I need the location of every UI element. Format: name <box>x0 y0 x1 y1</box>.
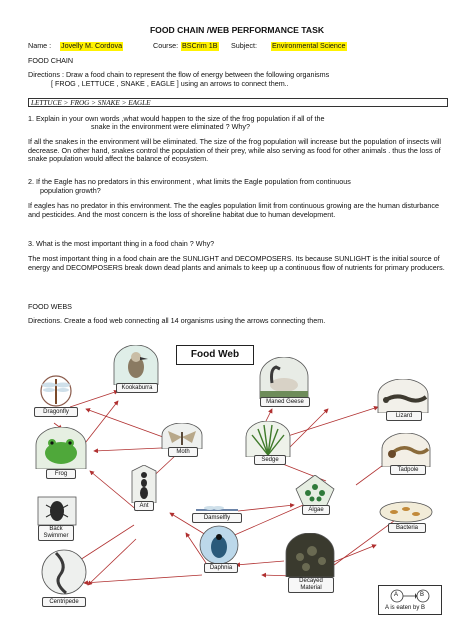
frog-icon <box>34 427 88 469</box>
decayed-material-label: Decayed Material <box>288 577 334 593</box>
answer-2: If eagles has no predator in this environment. The the eagles population limit from continuous growing are the human disturbance and pesticides. And the most concern is the loss of shoreline habitat due to human development. <box>28 201 439 219</box>
algae-node <box>294 475 336 515</box>
bacteria-icon <box>378 501 434 523</box>
ant-icon <box>126 465 162 503</box>
food-web-heading: FOOD WEBS <box>28 302 72 311</box>
maned-geese-node <box>258 357 310 407</box>
question-1-line2: snake in the environment were eliminated ? Why? <box>91 122 251 131</box>
sedge-label: Sedge <box>254 455 286 465</box>
food-chain-directions-line2: [ FROG , LETTUCE , SNAKE , EAGLE ] using an arrows to connect them.. <box>51 79 289 88</box>
tadpole-icon <box>380 433 432 467</box>
ant-label: Ant <box>134 501 154 511</box>
name-value: Jovelly M. Cordova <box>61 41 123 50</box>
legend-arrow-icon <box>379 588 441 604</box>
moth-icon <box>160 423 204 449</box>
food-web-diagram <box>26 335 446 617</box>
food-web-directions: Directions. Create a food web connecting all 14 organisms using the arrows connecting them. <box>28 316 326 325</box>
daphnia-icon <box>194 525 244 565</box>
frog-label: Frog <box>46 469 76 479</box>
kookaburra-icon <box>112 345 160 385</box>
decayed-material-icon <box>282 533 338 577</box>
damselfly-icon <box>192 505 244 515</box>
back-swimmer-label: Back Swimmer <box>38 525 74 541</box>
legend-text: A is eaten by B <box>385 605 426 611</box>
food-chain-directions-line1: Directions : Draw a food chain to represent the flow of energy between the following organisms <box>28 70 330 79</box>
sedge-node <box>244 421 292 465</box>
question-3: 3. What is the most important thing in a food chain ? Why? <box>28 239 215 248</box>
course-value: BSCrim 1B <box>182 41 218 50</box>
course-label: Course: <box>153 41 179 50</box>
food-web-legend <box>378 585 442 615</box>
legend-b: B <box>420 592 425 598</box>
decayed-material-node <box>282 533 338 599</box>
back-swimmer-node <box>34 495 80 545</box>
daphnia-node <box>194 525 244 577</box>
bacteria-node <box>378 501 434 537</box>
food-chain-answer-box: LETTUCE > FROG > SNAKE > EAGLE <box>28 98 448 107</box>
sedge-icon <box>244 421 292 457</box>
bacteria-label: Bacteria <box>388 523 426 533</box>
legend-a: A <box>394 592 399 598</box>
maned-geese-icon <box>258 357 310 399</box>
maned-geese-label: Maned Geese <box>260 397 310 407</box>
answer-3: The most important thing in a food chain are the SUNLIGHT and DECOMPOSERS. Its because SUNLIGHT is the initial source of energy and DECOMPOSERS break down dead plants and animals to keep up a continuous flow of nutrients for primary producers. <box>28 254 445 272</box>
dragonfly-label: Dragonfly <box>34 407 78 417</box>
daphnia-label: Daphnia <box>204 563 238 573</box>
centripede-node <box>36 549 92 609</box>
lizard-icon <box>376 379 430 413</box>
subject-label: Subject: <box>231 41 257 50</box>
tadpole-node <box>380 433 432 477</box>
food-chain-heading: FOOD CHAIN <box>28 56 74 65</box>
kookaburra-node <box>112 345 160 393</box>
dragonfly-node <box>34 373 78 419</box>
food-web-title: Food Web <box>176 345 254 365</box>
lizard-node <box>376 379 430 421</box>
lizard-label: Lizard <box>386 411 422 421</box>
page-title: FOOD CHAIN /WEB PERFORMANCE TASK <box>149 25 325 35</box>
frog-node <box>34 427 88 479</box>
algae-icon <box>294 475 336 507</box>
centripede-icon <box>36 549 92 595</box>
subject-value: Environmental Science <box>272 41 346 50</box>
ant-node <box>126 465 162 511</box>
question-2-line2: population growth? <box>40 186 101 195</box>
tadpole-label: Tadpole <box>390 465 426 475</box>
name-label: Name : <box>28 41 52 50</box>
centripede-label: Centripede <box>42 597 86 607</box>
algae-label: Algae <box>302 505 330 515</box>
moth-node <box>160 423 204 457</box>
question-1-line1: 1. Explain in your own words ,what would happen to the size of the frog population if all of the <box>28 114 325 123</box>
damselfly-label: Damselfly <box>192 513 242 523</box>
dragonfly-icon <box>34 373 78 409</box>
back-swimmer-icon <box>34 495 80 527</box>
kookaburra-label: Kookaburra <box>116 383 158 393</box>
question-2-line1: 2. If the Eagle has no predators in this environment , what limits the Eagle population from continuous <box>28 177 351 186</box>
moth-label: Moth <box>168 447 198 457</box>
answer-1: If all the snakes in the environment will be eliminated. The size of the frog population will increase but the population of insects will decrease. On other hand, snakes control the population of their prey, while also serving as food for other animals . thus the loss of snake population would affect the balance of ecosystem. <box>28 137 441 164</box>
